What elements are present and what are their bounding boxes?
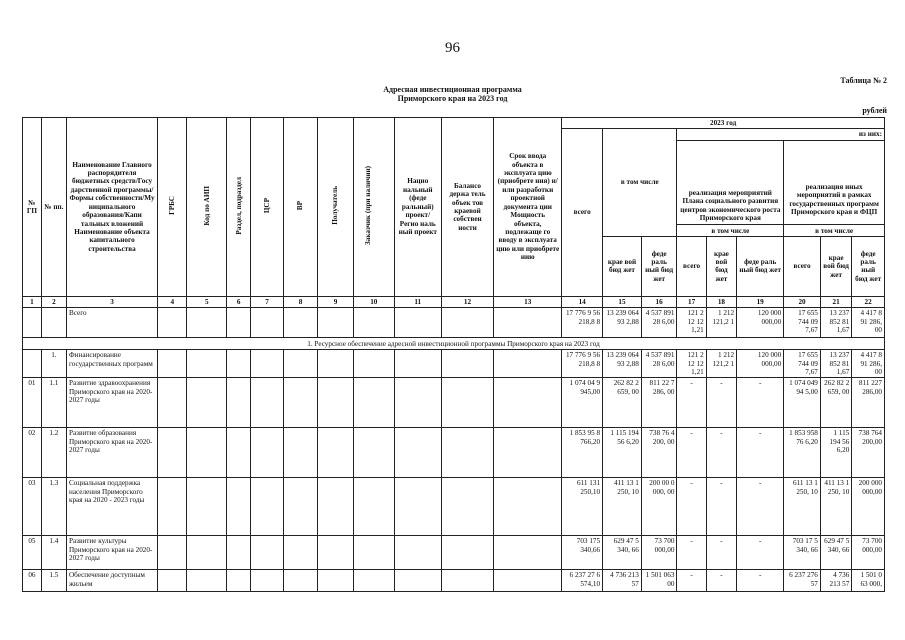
header-csr-text: ЦСР <box>262 198 271 214</box>
cell-empty <box>353 570 394 592</box>
column-number-6: 6 <box>227 296 251 307</box>
cell-value-19: - <box>737 478 784 536</box>
cell-empty <box>158 570 187 592</box>
cell-value-16: 1 501 063 00 <box>641 570 677 592</box>
cell-value-15: 262 82 2 659, 00 <box>603 378 642 428</box>
column-number-20: 20 <box>784 296 821 307</box>
cell-value-16: 73 700 000,00 <box>641 536 677 570</box>
unit-label: рублей <box>862 106 887 115</box>
title-line-1: Адресная инвестиционная программа <box>383 85 522 94</box>
cell-empty <box>187 378 227 428</box>
cell-empty <box>394 478 441 536</box>
column-number-14: 14 <box>562 296 603 307</box>
section-row <box>23 338 885 350</box>
investment-program-table <box>22 117 885 592</box>
cell-name: Всего <box>66 308 157 338</box>
cell-value-20: 6 237 276 57 <box>784 570 821 592</box>
cell-empty <box>187 570 227 592</box>
cell-value-21: 4 736 213 57 <box>820 570 851 592</box>
cell-empty <box>394 350 441 378</box>
cell-empty <box>318 308 354 338</box>
cell-value-22: 1 501 0 63 000, <box>852 570 885 592</box>
cell-value-22: 738 764 200,00 <box>852 428 885 478</box>
cell-value-17: 121 2 12 12 1,21 <box>677 308 706 338</box>
cell-empty <box>441 478 493 536</box>
column-number-5: 5 <box>187 296 227 307</box>
cell-empty <box>251 478 283 536</box>
cell-pp: 1.3 <box>41 478 66 536</box>
header-recipient <box>318 118 354 297</box>
cell-value-15: 629 47 5 340, 66 <box>603 536 642 570</box>
cell-empty <box>394 378 441 428</box>
header-national-project: Нацио нальный (феде ральный) проект/ Регио наль ный проект <box>394 118 441 297</box>
column-number-13: 13 <box>494 296 562 307</box>
cell-empty <box>227 428 251 478</box>
table-row <box>23 378 885 428</box>
header-csr <box>251 118 283 297</box>
cell-value-14: 703 175 340,66 <box>562 536 603 570</box>
header-c19: феде раль ный бюд жет <box>737 236 784 296</box>
cell-value-21: 411 13 1 250, 10 <box>820 478 851 536</box>
cell-value-20: 703 17 5 340, 66 <box>784 536 821 570</box>
cell-empty <box>227 308 251 338</box>
cell-empty <box>441 350 493 378</box>
cell-value-15: 411 13 1 250, 10 <box>603 478 642 536</box>
title-line-2: Приморского края на 2023 год <box>397 94 508 103</box>
cell-value-20: 17 655 744 09 7,67 <box>784 350 821 378</box>
cell-empty <box>283 478 318 536</box>
cell-value-14: 611 131 250,10 <box>562 478 603 536</box>
cell-value-15: 13 239 064 93 2,88 <box>603 350 642 378</box>
cell-name: Социальная поддержка населения Приморского края на 2020 - 2023 годы <box>66 478 157 536</box>
cell-empty <box>158 308 187 338</box>
cell-empty <box>394 428 441 478</box>
cell-value-16: 738 76 4 200, 00 <box>641 428 677 478</box>
cell-empty <box>494 570 562 592</box>
cell-pp: 1.5 <box>41 570 66 592</box>
cell-empty <box>227 570 251 592</box>
header-aip-code-text: Код по АИП <box>202 185 211 226</box>
page-number: 96 <box>445 40 460 56</box>
table-row <box>23 536 885 570</box>
table-row <box>23 478 885 536</box>
cell-value-19: 120 000 000,00 <box>737 350 784 378</box>
cell-empty <box>494 308 562 338</box>
cell-empty <box>227 350 251 378</box>
cell-empty <box>394 308 441 338</box>
cell-value-17: 121 2 12 12 1,21 <box>677 350 706 378</box>
cell-empty <box>283 536 318 570</box>
cell-empty <box>441 378 493 428</box>
column-number-row <box>23 296 885 307</box>
cell-empty <box>158 478 187 536</box>
cell-value-16: 200 00 0 000, 00 <box>641 478 677 536</box>
cell-name: Обеспечение доступным жильем <box>66 570 157 592</box>
cell-pp: 1. <box>41 350 66 378</box>
cell-pp: 1.1 <box>41 378 66 428</box>
cell-value-19: - <box>737 536 784 570</box>
cell-empty <box>353 308 394 338</box>
cell-empty <box>187 350 227 378</box>
cell-empty <box>251 536 283 570</box>
header-c21: крае вой бюд жет <box>820 236 851 296</box>
cell-pp: 1.4 <box>41 536 66 570</box>
table-row <box>23 350 885 378</box>
cell-value-17: - <box>677 378 706 428</box>
cell-pp <box>41 308 66 338</box>
column-number-3: 3 <box>66 296 157 307</box>
cell-empty <box>353 378 394 428</box>
header-total: всего <box>562 129 603 296</box>
cell-value-17: - <box>677 478 706 536</box>
cell-value-21: 262 82 2 659, 00 <box>820 378 851 428</box>
cell-empty <box>318 378 354 428</box>
header-balance-holder: Балансо держа тель объек тов краевой собствен ности <box>441 118 493 297</box>
cell-empty <box>441 570 493 592</box>
cell-empty <box>187 478 227 536</box>
cell-empty <box>283 308 318 338</box>
cell-value-15: 1 115 194 56 6,20 <box>603 428 642 478</box>
cell-value-14: 6 237 27 6 574,10 <box>562 570 603 592</box>
header-other-sub-text: реализация иных мероприятий в рамках государственных программ Приморского края и ФЦП <box>789 182 879 216</box>
cell-name: Финансирование государственных программ <box>66 350 157 378</box>
cell-empty <box>353 428 394 478</box>
cell-gp <box>23 308 42 338</box>
cell-empty <box>353 536 394 570</box>
table-label: Таблица № 2 <box>840 76 887 85</box>
cell-empty <box>394 570 441 592</box>
header-customer <box>353 118 394 297</box>
column-number-11: 11 <box>394 296 441 307</box>
cell-value-17: - <box>677 536 706 570</box>
header-plan-sub-text: реализация мероприятий Плана социального развития центров экономического роста Приморского края <box>680 188 781 222</box>
cell-value-14: 17 776 9 56 218,8 8 <box>562 350 603 378</box>
header-c15: крае вой бюд жет <box>603 236 642 296</box>
column-number-16: 16 <box>641 296 677 307</box>
cell-value-20: 17 655 744 09 7,67 <box>784 308 821 338</box>
header-section-text: Раздел, подраздел <box>234 176 243 235</box>
cell-value-21: 1 115 194 56 6,20 <box>820 428 851 478</box>
table-row <box>23 428 885 478</box>
cell-empty <box>227 378 251 428</box>
cell-empty <box>283 378 318 428</box>
cell-value-17: - <box>677 428 706 478</box>
cell-empty <box>283 428 318 478</box>
cell-value-18: - <box>706 428 736 478</box>
cell-empty <box>441 428 493 478</box>
cell-gp: 05 <box>23 536 42 570</box>
header-c20: всего <box>784 236 821 296</box>
cell-empty <box>283 570 318 592</box>
cell-empty <box>494 350 562 378</box>
header-other-in-that: в том числе <box>784 224 884 235</box>
header-plan-in-that: в том числе <box>677 224 783 235</box>
cell-empty <box>158 350 187 378</box>
header-plan-sub <box>677 140 784 236</box>
header-recipient-text: Получатель <box>331 186 340 226</box>
cell-value-19: - <box>737 428 784 478</box>
cell-value-16: 811 22 7 286, 00 <box>641 378 677 428</box>
cell-empty <box>187 308 227 338</box>
column-number-12: 12 <box>441 296 493 307</box>
column-number-18: 18 <box>706 296 736 307</box>
column-number-10: 10 <box>353 296 394 307</box>
header-grbs <box>158 118 187 297</box>
cell-value-15: 13 239 064 93 2,88 <box>603 308 642 338</box>
table-body <box>23 296 885 592</box>
table-row <box>23 308 885 338</box>
cell-empty <box>158 536 187 570</box>
column-number-9: 9 <box>318 296 354 307</box>
cell-empty <box>318 536 354 570</box>
header-gp: № ГП <box>23 118 42 297</box>
cell-empty <box>318 428 354 478</box>
header-section <box>227 118 251 297</box>
cell-value-17: - <box>677 570 706 592</box>
header-other-sub <box>784 140 885 236</box>
header-c22: феде раль ный бюд жет <box>852 236 885 296</box>
cell-gp: 06 <box>23 570 42 592</box>
cell-empty <box>318 570 354 592</box>
cell-value-14: 1 853 95 8 766,20 <box>562 428 603 478</box>
cell-value-20: 1 074 049 94 5,00 <box>784 378 821 428</box>
cell-value-22: 73 700 000,00 <box>852 536 885 570</box>
section-title: 1. Ресурсное обеспечение адресной инвестиционной программы Приморского края на 2023 год <box>23 338 885 350</box>
cell-empty <box>283 350 318 378</box>
cell-value-16: 4 537 891 28 6,00 <box>641 350 677 378</box>
column-number-7: 7 <box>251 296 283 307</box>
cell-value-18: - <box>706 570 736 592</box>
header-c17: всего <box>677 236 706 296</box>
cell-empty <box>394 536 441 570</box>
cell-value-18: - <box>706 378 736 428</box>
cell-value-19: - <box>737 378 784 428</box>
cell-value-19: - <box>737 570 784 592</box>
cell-empty <box>251 570 283 592</box>
cell-empty <box>494 428 562 478</box>
column-number-22: 22 <box>852 296 885 307</box>
cell-empty <box>251 308 283 338</box>
cell-value-14: 1 074 04 9 945,00 <box>562 378 603 428</box>
column-number-8: 8 <box>283 296 318 307</box>
cell-gp <box>23 350 42 378</box>
column-number-1: 1 <box>23 296 42 307</box>
cell-empty <box>441 536 493 570</box>
table-row <box>23 570 885 592</box>
cell-empty <box>494 536 562 570</box>
cell-value-21: 13 237 852 81 1,67 <box>820 308 851 338</box>
cell-empty <box>187 536 227 570</box>
header-commissioning: Срок ввода объекта в эксплуата цию (приобрете ния) и/или разработки проектной документа ции Мощность объекта, подлежаще го вводу в эксплуата цию или приобрете нию <box>494 118 562 297</box>
cell-value-22: 4 417 8 91 286, 00 <box>852 350 885 378</box>
cell-value-22: 200 000 000,00 <box>852 478 885 536</box>
cell-value-19: 120 000 000,00 <box>737 308 784 338</box>
cell-empty <box>318 350 354 378</box>
cell-value-18: - <box>706 536 736 570</box>
cell-gp: 01 <box>23 378 42 428</box>
cell-empty <box>353 478 394 536</box>
header-aip-code <box>187 118 227 297</box>
cell-name: Развитие здравоохранения Приморского края на 2020-2027 годы <box>66 378 157 428</box>
cell-value-22: 4 417 8 91 286, 00 <box>852 308 885 338</box>
cell-empty <box>187 428 227 478</box>
cell-pp: 1.2 <box>41 428 66 478</box>
header-in-that: в том числе <box>603 129 677 236</box>
cell-gp: 03 <box>23 478 42 536</box>
header-customer-text: Заказчик (при наличии) <box>363 166 372 246</box>
cell-empty <box>251 378 283 428</box>
cell-empty <box>353 350 394 378</box>
header-pp: № пп. <box>41 118 66 297</box>
header-vr-text: ВР <box>296 201 305 211</box>
cell-value-16: 4 537 891 28 6,00 <box>641 308 677 338</box>
cell-value-20: 1 853 958 76 6,20 <box>784 428 821 478</box>
cell-value-21: 629 47 5 340, 66 <box>820 536 851 570</box>
header-vr <box>283 118 318 297</box>
cell-gp: 02 <box>23 428 42 478</box>
cell-empty <box>251 428 283 478</box>
cell-value-18: 1 212 121,2 1 <box>706 350 736 378</box>
cell-value-18: - <box>706 478 736 536</box>
cell-value-14: 17 776 9 56 218,8 8 <box>562 308 603 338</box>
cell-empty <box>158 428 187 478</box>
document-title <box>0 85 905 103</box>
column-number-15: 15 <box>603 296 642 307</box>
cell-empty <box>318 478 354 536</box>
cell-value-20: 611 13 1 250, 10 <box>784 478 821 536</box>
cell-name: Развитие культуры Приморского края на 2020-2027 годы <box>66 536 157 570</box>
column-number-19: 19 <box>737 296 784 307</box>
column-number-2: 2 <box>41 296 66 307</box>
column-number-17: 17 <box>677 296 706 307</box>
cell-empty <box>494 378 562 428</box>
cell-empty <box>227 536 251 570</box>
header-name: Наименование Главного распорядителя бюджетных средств/Госу дарственной программы/ Формы собственности/Му ниципального образования/Капи тальных вложений Наименование объекта капитального строительства <box>66 118 157 297</box>
cell-empty <box>441 308 493 338</box>
header-year: 2023 год <box>562 118 885 129</box>
header-of-them: из них: <box>677 129 885 140</box>
cell-value-18: 1 212 121,2 1 <box>706 308 736 338</box>
cell-name: Развитие образования Приморского края на 2020-2027 годы <box>66 428 157 478</box>
cell-empty <box>227 478 251 536</box>
column-number-21: 21 <box>820 296 851 307</box>
header-c18: крае вой бюд жет <box>706 236 736 296</box>
cell-value-15: 4 736 213 57 <box>603 570 642 592</box>
column-number-4: 4 <box>158 296 187 307</box>
header-grbs-text: ГРБС <box>168 196 177 216</box>
cell-value-22: 811 227 286,00 <box>852 378 885 428</box>
header-c16: феде раль ный бюд жет <box>641 236 677 296</box>
cell-value-21: 13 237 852 81 1,67 <box>820 350 851 378</box>
cell-empty <box>158 378 187 428</box>
cell-empty <box>251 350 283 378</box>
cell-empty <box>494 478 562 536</box>
